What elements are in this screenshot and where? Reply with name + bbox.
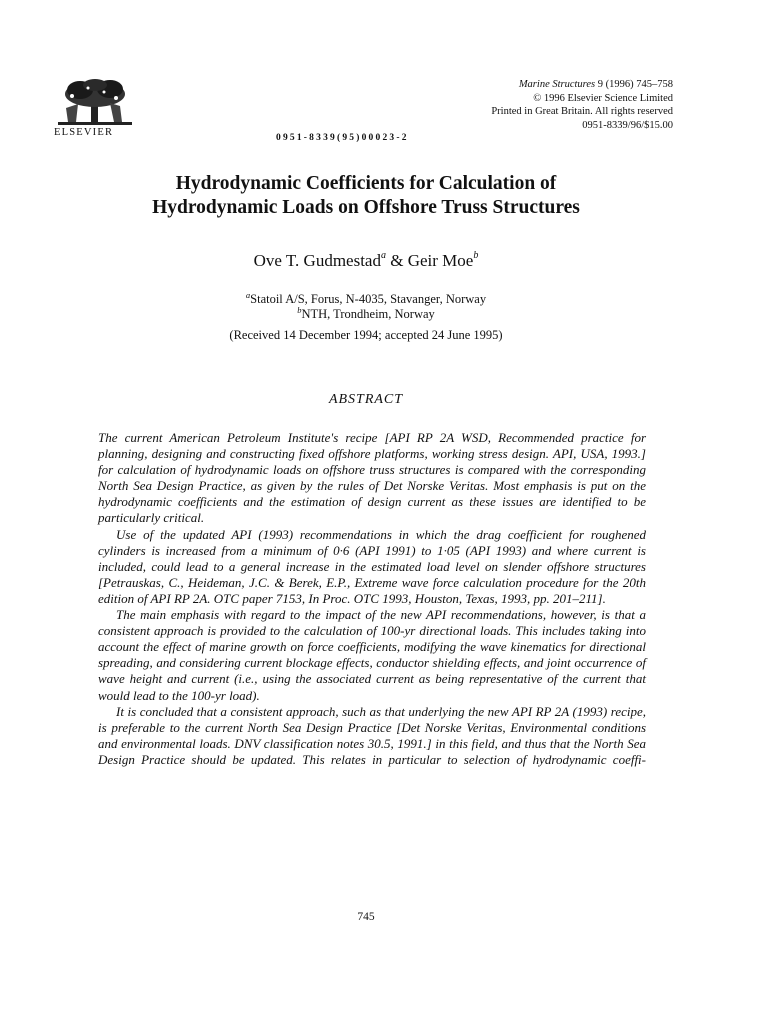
- journal-copyright: © 1996 Elsevier Science Limited: [533, 92, 673, 104]
- journal-citation: [491, 78, 673, 92]
- title-line-1: Hydrodynamic Coefficients for Calculation of: [175, 173, 557, 194]
- abstract-paragraph: The main emphasis with regard to the impact of the new API recommendations, however, is that a consistent approach is provided to the calculation of 100-yr directional loads. This includes taking into account the effect of marine growth on force coefficients, modifying the wave kinematics for directional spreading, and considering current blockage effects, conductor shielding effects, and joint occurrence of wave height and current (i.e., using the associated current as being representative of the current that would lead to the 100-yr load).: [98, 607, 646, 703]
- abstract-paragraph: It is concluded that a consistent approach, such as that underlying the new API RP 2A (1993) recipe, is preferable to the current North Sea Design Practice [Det Norske Veritas, Environmental conditions and environmental loads. DNV classification notes 30.5, 1991.] in this field, and thus that the North Sea Design Practice should be updated. This relates in particular to selection of hydrodynamic coeffi-: [98, 703, 646, 767]
- journal-name: Marine Structures: [518, 79, 596, 90]
- page-number: 745: [357, 911, 375, 923]
- abstract-body: [98, 430, 646, 768]
- article-title: [60, 172, 672, 220]
- author-mark: b: [473, 250, 479, 261]
- author-separator: &: [385, 251, 408, 270]
- author-mark: a: [380, 250, 386, 261]
- tree-logo-icon: [58, 78, 132, 126]
- author-name: Geir Moe: [407, 251, 474, 270]
- title-line-2: Hydrodynamic Loads on Offshore Truss Structures: [152, 197, 580, 218]
- author-name: Ove T. Gudmestad: [253, 251, 381, 270]
- journal-issn-price: 0951-8339/96/$15.00: [582, 119, 673, 131]
- article-doi: 0951-8339(95)00023-2: [276, 133, 409, 143]
- journal-volume-pages: 9 (1996) 745–758: [597, 79, 673, 90]
- author-list: [60, 250, 672, 271]
- journal-info: [491, 78, 673, 132]
- affiliation-text: NTH, Trondheim, Norway: [301, 307, 435, 321]
- abstract-heading: ABSTRACT: [328, 392, 404, 407]
- abstract-paragraph: Use of the updated API (1993) recommendations in which the drag coefficient for roughened cylinders is increased from a minimum of 0·6 (API 1991) to 1·05 (API 1993) and where current is included, could lead to a general increase in the estimated load level on slender offshore structures [Petrauskas, C., Heideman, J.C. & Berek, E.P., Extreme wave force calculation procedure for the 20th edition of API RP 2A. OTC paper 7153, In Proc. OTC 1993, Houston, Texas, 1993, pp. 201–211].: [98, 526, 646, 606]
- journal-printed: Printed in Great Britain. All rights reserved: [491, 106, 673, 118]
- affiliation-mark: b: [297, 305, 302, 315]
- affiliation-b: [60, 302, 672, 322]
- affiliation-mark: a: [245, 290, 251, 300]
- affiliation-text: Statoil A/S, Forus, N-4035, Stavanger, Norway: [250, 292, 487, 306]
- received-dates: (Received 14 December 1994; accepted 24 June 1995): [229, 328, 503, 342]
- publisher-name: ELSEVIER: [54, 127, 114, 138]
- publisher-logo: [50, 78, 140, 138]
- abstract-paragraph: The current American Petroleum Institute's recipe [API RP 2A WSD, Recommended practice for planning, designing and constructing fixed offshore platforms, working stress design. API, USA, 1993.] for calculation of hydrodynamic loads on offshore truss structures is compared with the corresponding North Sea Design Practice, as given by the rules of Det Norske Veritas. Most emphasis is put on the hydrodynamic coefficients and the estimation of design current as these issues are identified to be particularly critical.: [98, 430, 646, 526]
